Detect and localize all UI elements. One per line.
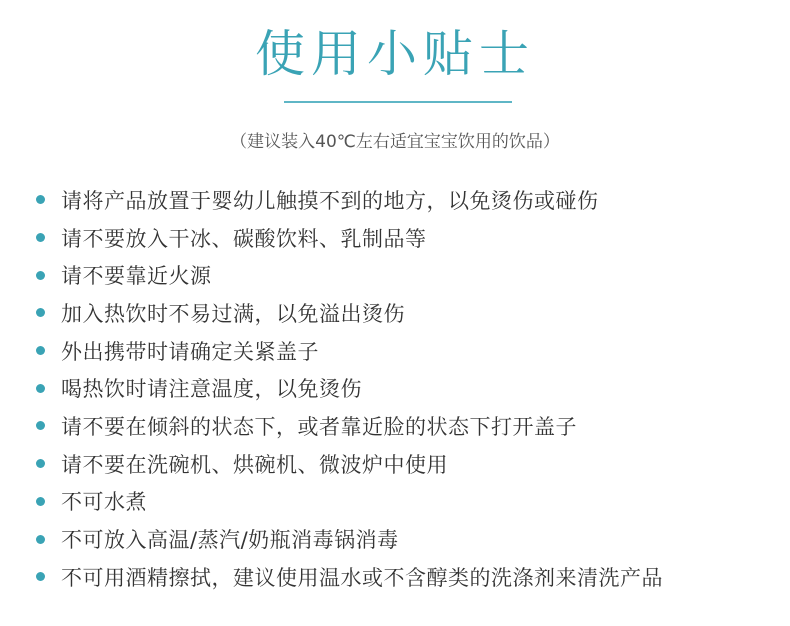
bullet-dot-icon bbox=[36, 459, 45, 468]
list-item bbox=[36, 256, 776, 294]
tip-text: 请不要靠近火源 bbox=[61, 264, 212, 289]
list-item bbox=[36, 558, 776, 596]
bullet-dot-icon bbox=[36, 535, 45, 544]
page-title: 使用小贴士 bbox=[255, 25, 535, 83]
list-item bbox=[36, 445, 776, 483]
list-item bbox=[36, 294, 776, 332]
bullet-dot-icon bbox=[36, 384, 45, 393]
tip-text: 喝热饮时请注意温度，以免烫伤 bbox=[61, 377, 362, 402]
list-item bbox=[36, 407, 776, 445]
list-item bbox=[36, 219, 776, 257]
list-item bbox=[36, 520, 776, 558]
list-item bbox=[36, 181, 776, 219]
tip-text: 不可水煮 bbox=[61, 490, 147, 515]
bullet-dot-icon bbox=[36, 271, 45, 280]
bullet-dot-icon bbox=[36, 233, 45, 242]
bullet-dot-icon bbox=[36, 195, 45, 204]
tip-text: 外出携带时请确定关紧盖子 bbox=[61, 339, 319, 364]
bullet-dot-icon bbox=[36, 346, 45, 355]
title-underline bbox=[284, 101, 512, 103]
list-item bbox=[36, 332, 776, 370]
list-item bbox=[36, 483, 776, 521]
tips-list bbox=[36, 181, 776, 596]
tip-text: 加入热饮时不易过满，以免溢出烫伤 bbox=[61, 301, 405, 326]
subtitle-note: （建议装入40℃左右适宜宝宝饮用的饮品） bbox=[230, 132, 560, 152]
tip-text: 不可放入高温/蒸汽/奶瓶消毒锅消毒 bbox=[61, 528, 399, 553]
bullet-dot-icon bbox=[36, 308, 45, 317]
tip-text: 请不要放入干冰、碳酸饮料、乳制品等 bbox=[61, 226, 427, 251]
tip-text: 不可用酒精擦拭，建议使用温水或不含醇类的洗涤剂来清洗产品 bbox=[61, 565, 663, 590]
list-item bbox=[36, 369, 776, 407]
tip-text: 请不要在洗碗机、烘碗机、微波炉中使用 bbox=[61, 452, 448, 477]
bullet-dot-icon bbox=[36, 497, 45, 506]
bullet-dot-icon bbox=[36, 572, 45, 581]
tip-text: 请将产品放置于婴幼儿触摸不到的地方，以免烫伤或碰伤 bbox=[61, 188, 599, 213]
tip-text: 请不要在倾斜的状态下，或者靠近脸的状态下打开盖子 bbox=[61, 414, 577, 439]
bullet-dot-icon bbox=[36, 421, 45, 430]
